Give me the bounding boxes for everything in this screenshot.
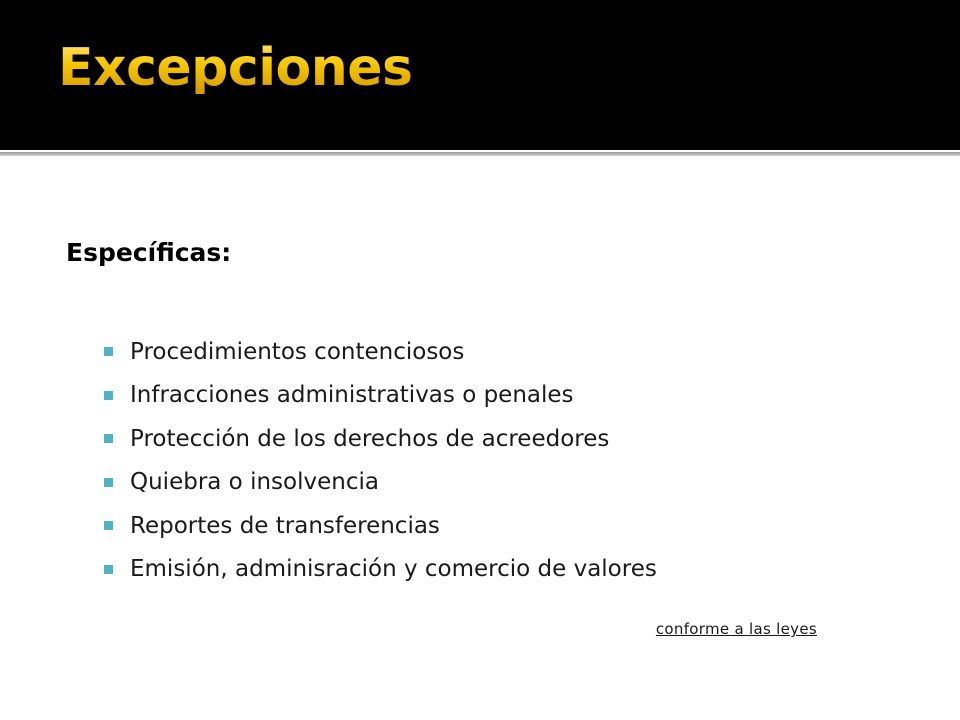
square-bullet-icon xyxy=(104,391,113,400)
footnote-link[interactable]: conforme a las leyes xyxy=(655,620,817,638)
list-item xyxy=(104,417,657,461)
section-heading: Específicas: xyxy=(66,238,232,267)
bullet-list xyxy=(104,330,657,591)
list-item-label: Infracciones administrativas o penales xyxy=(130,382,574,409)
square-bullet-icon xyxy=(104,434,113,443)
list-item-label: Reportes de transferencias xyxy=(130,512,440,539)
square-bullet-icon xyxy=(104,347,113,356)
list-item xyxy=(104,374,657,418)
list-item-label: Procedimientos contenciosos xyxy=(130,338,465,365)
list-item xyxy=(104,548,657,592)
list-item-label: Emisión, adminisración y comercio de valores xyxy=(130,556,657,583)
slide-title: Excepciones xyxy=(58,38,413,98)
square-bullet-icon xyxy=(104,565,113,574)
list-item xyxy=(104,504,657,548)
list-item-label: Protección de los derechos de acreedores xyxy=(130,425,610,452)
square-bullet-icon xyxy=(104,521,113,530)
square-bullet-icon xyxy=(104,478,113,487)
title-bar xyxy=(0,0,960,150)
list-item xyxy=(104,461,657,505)
list-item-label: Quiebra o insolvencia xyxy=(130,469,379,496)
title-divider xyxy=(0,152,960,156)
list-item xyxy=(104,330,657,374)
